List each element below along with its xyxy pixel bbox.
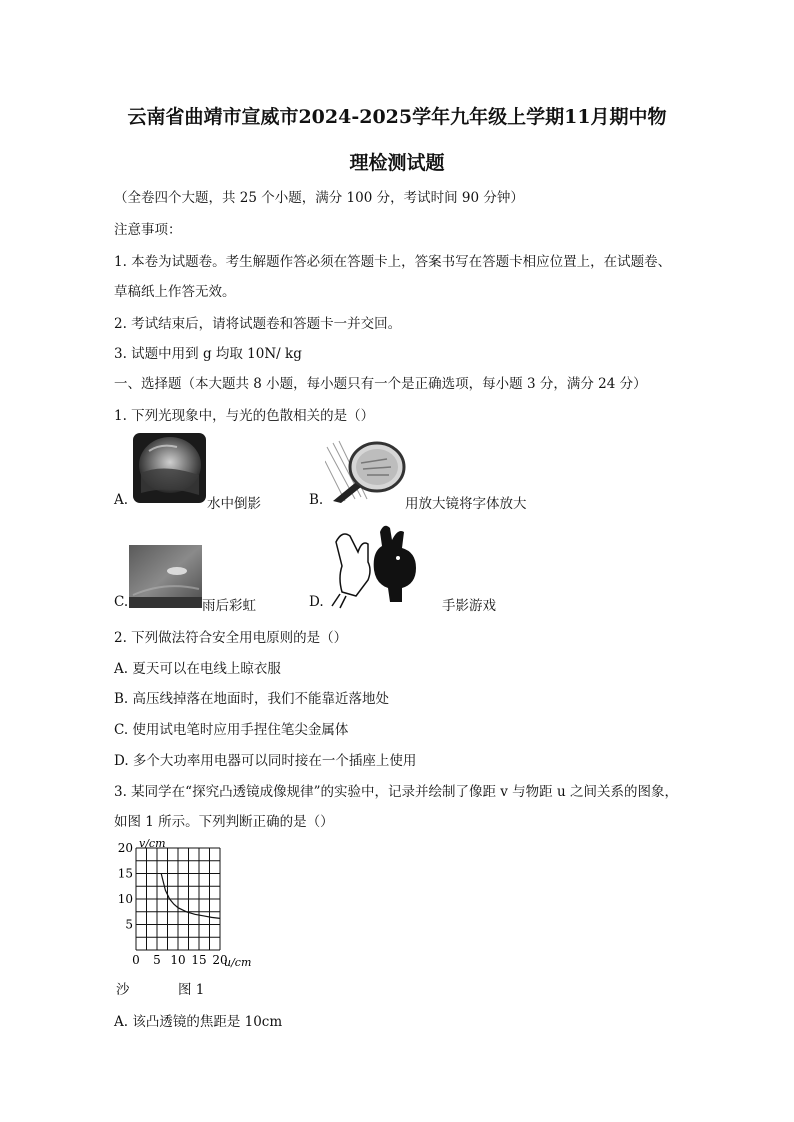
x-axis-label: u/cm [224,956,252,969]
q2-option-b: B. 高压线掉落在地面时，我们不能靠近落地处 [114,691,390,707]
rainbow-photo [129,545,202,608]
notes-heading: 注意事项： [114,222,182,238]
note-item-2: 2. 考试结束后，请将试题卷和答题卡一并交回。 [114,316,402,332]
q1-option-c-label: C. [114,594,129,610]
page-title-line1: 云南省曲靖市宣威市2024-2025学年九年级上学期11月期中物 [127,106,667,128]
q1-option-a-label: A. [114,492,129,508]
section-heading: 一、选择题（本大题共 8 小题，每小题只有一个是正确选项，每小题 3 分，满分 24 分） [114,376,647,392]
q1-option-b-text: 用放大镜将字体放大 [405,496,527,512]
y-axis-label: v/cm [139,838,166,850]
q1-option-d-label: D. [309,594,324,610]
x-tick-label: 20 [212,953,228,967]
figure-mark: 沙 [116,982,130,998]
figure-1-caption: 图 1 [178,982,205,998]
y-tick-label: 10 [117,892,133,906]
q3-option-a: A. 该凸透镜的焦距是 10cm [114,1014,283,1030]
question-3-stem-line2: 如图 1 所示。下列判断正确的是（） [114,814,334,830]
x-tick-label: 10 [170,953,186,967]
x-tick-label: 0 [132,953,140,967]
q1-option-d-text: 手影游戏 [442,598,496,614]
reflection-photo [133,433,206,503]
note-item-1a: 1. 本卷为试题卷。考生解题作答必须在答题卡上，答案书写在答题卡相应位置上，在试题卷、 [114,254,672,270]
q2-option-d: D. 多个大功率用电器可以同时接在一个插座上使用 [114,753,417,769]
y-tick-label: 5 [125,917,133,932]
q1-option-c-text: 雨后彩虹 [202,598,256,614]
question-2-stem: 2. 下列做法符合安全用电原则的是（） [114,630,348,646]
hand-shadow-illustration [328,522,428,610]
note-item-3: 3. 试题中用到 g 均取 10N/ kg [114,346,302,362]
q1-option-b-label: B. [309,492,324,508]
question-3-stem-line1: 3. 某同学在“探究凸透镜成像规律”的实验中，记录并绘制了像距 v 与物距 u 之间关系的图象， [114,784,678,800]
q1-option-a-text: 水中倒影 [207,496,261,512]
page-title-line2: 理检测试题 [349,152,445,174]
y-tick-label: 15 [117,866,133,881]
magnifier-photo [325,437,407,503]
q2-option-a: A. 夏天可以在电线上晾衣服 [114,661,281,677]
x-tick-label: 5 [153,953,161,967]
figure-1-chart [112,838,272,980]
y-tick-label: 20 [117,841,133,855]
x-tick-label: 15 [191,953,207,967]
chart-grid [136,848,220,950]
question-1-stem: 1. 下列光现象中，与光的色散相关的是（） [114,408,375,424]
q2-option-c: C. 使用试电笔时应用手捏住笔尖金属体 [114,722,349,738]
exam-info: （全卷四个大题，共 25 个小题，满分 100 分，考试时间 90 分钟） [114,190,524,206]
note-item-1b: 草稿纸上作答无效。 [114,284,236,300]
